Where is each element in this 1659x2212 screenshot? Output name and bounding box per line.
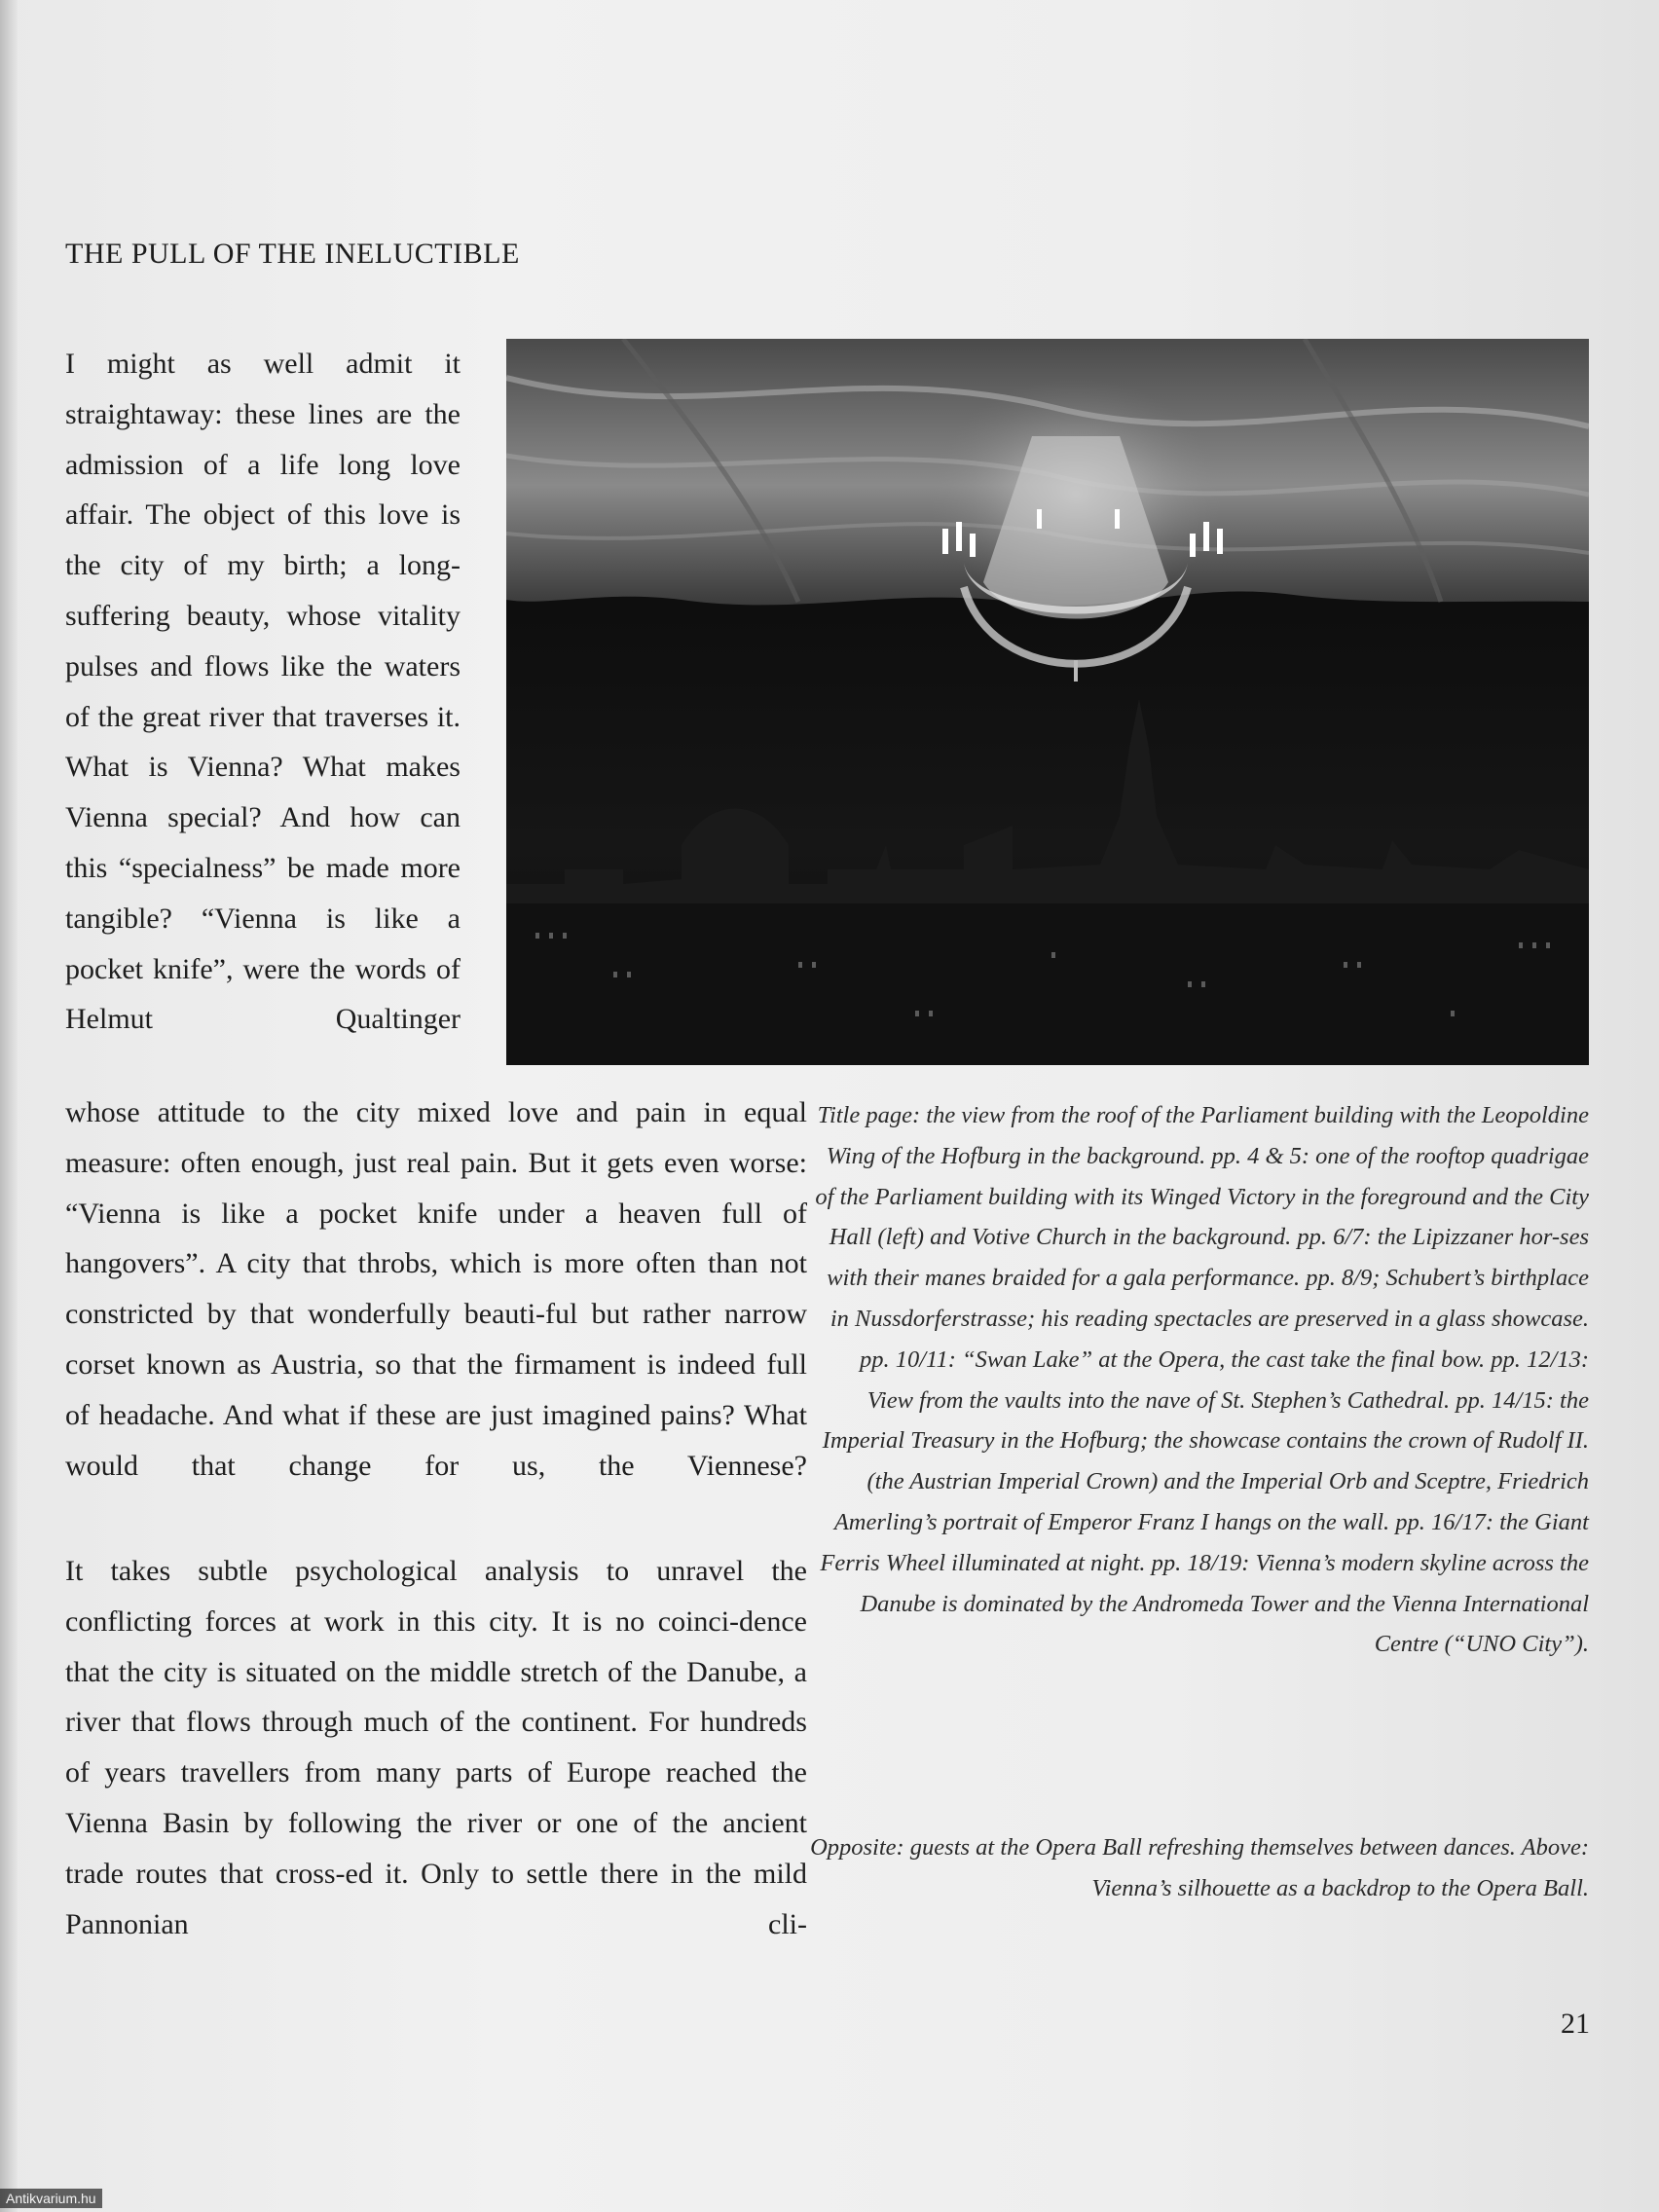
- photo-caption: Opposite: guests at the Opera Ball refreshing themselves between dances. Above: Vienna’s silhouette as a backdrop to the Opera Ball.: [810, 1834, 1589, 1901]
- body-paragraph-2: whose attitude to the city mixed love and pain in equal measure: often enough, just real pain. But it gets even worse: “Vienna is like a pocket knife under a heaven full of hangovers”. A city that throbs, which is more often than not constricted by that wonderfully beauti-ful but rather narrow corset known as Austria, so that the firmament is indeed full of headache. And what if these are just imagined pains? What would that change for us, the Viennese?: [65, 1096, 807, 1482]
- section-heading: THE PULL OF THE INELUCTIBLE: [65, 238, 520, 270]
- body-paragraph-3: It takes subtle psychological analysis to unravel the conflicting forces at work in this city. It is no coinci-dence that the city is situated on the middle stretch of the Danube, a river that flows through much of the continent. For hundreds of years travellers from many parts of Europe reached the Vienna Basin by following the river or one of the ancient trade routes that cross-ed it. Only to settle there in the mild Pannonian cli-: [65, 1555, 807, 1940]
- image-credits-caption: Title page: the view from the roof of the Parliament building with the Leopoldine Wing of the Hofburg in the background. pp. 4 & 5: one of the rooftop quadrigae of the Parliament building with its Winged Victory in the foreground and the City Hall (left) and Votive Church in the background. pp. 6/7: the Lipizzaner hor-ses with their manes braided for a gala performance. pp. 8/9; Schubert’s birthplace in Nussdorferstrasse; his reading spectacles are preserved in a glass showcase. pp. 10/11: “Swan Lake” at the Opera, the cast take the final bow. pp. 12/13: View from the vaults into the nave of St. Stephen’s Cathedral. pp. 14/15: the Imperial Treasury in the Hofburg; the showcase contains the crown of Rudolf II. (the Austrian Imperial Crown) and the Imperial Orb and Sceptre, Friedrich Amerling’s portrait of Emperor Franz I hangs on the wall. pp. 16/17: the Giant Ferris Wheel illuminated at night. pp. 18/19: Vienna’s modern skyline across the Danube is dominated by the Andromeda Tower and the Vienna International Centre (“UNO City”).: [815, 1102, 1589, 1658]
- opera-ball-chandelier-photo: [506, 339, 1589, 1065]
- page-number: 21: [1561, 2008, 1590, 2040]
- watermark: Antikvarium.hu: [0, 2189, 102, 2208]
- body-paragraph-1: I might as well admit it straightaway: these lines are the admission of a life long love affair. The object of this love is the city of my birth; a long-suffering beauty, whose vitality pulses and flows like the waters of the great river that traverses it. What is Vienna? What makes Vienna special? And how can this “specialness” be made more tangible? “Vienna is like a pocket knife”, were the words of Helmut Qualtinger: [65, 348, 461, 1036]
- book-spine-shadow: [0, 0, 18, 2212]
